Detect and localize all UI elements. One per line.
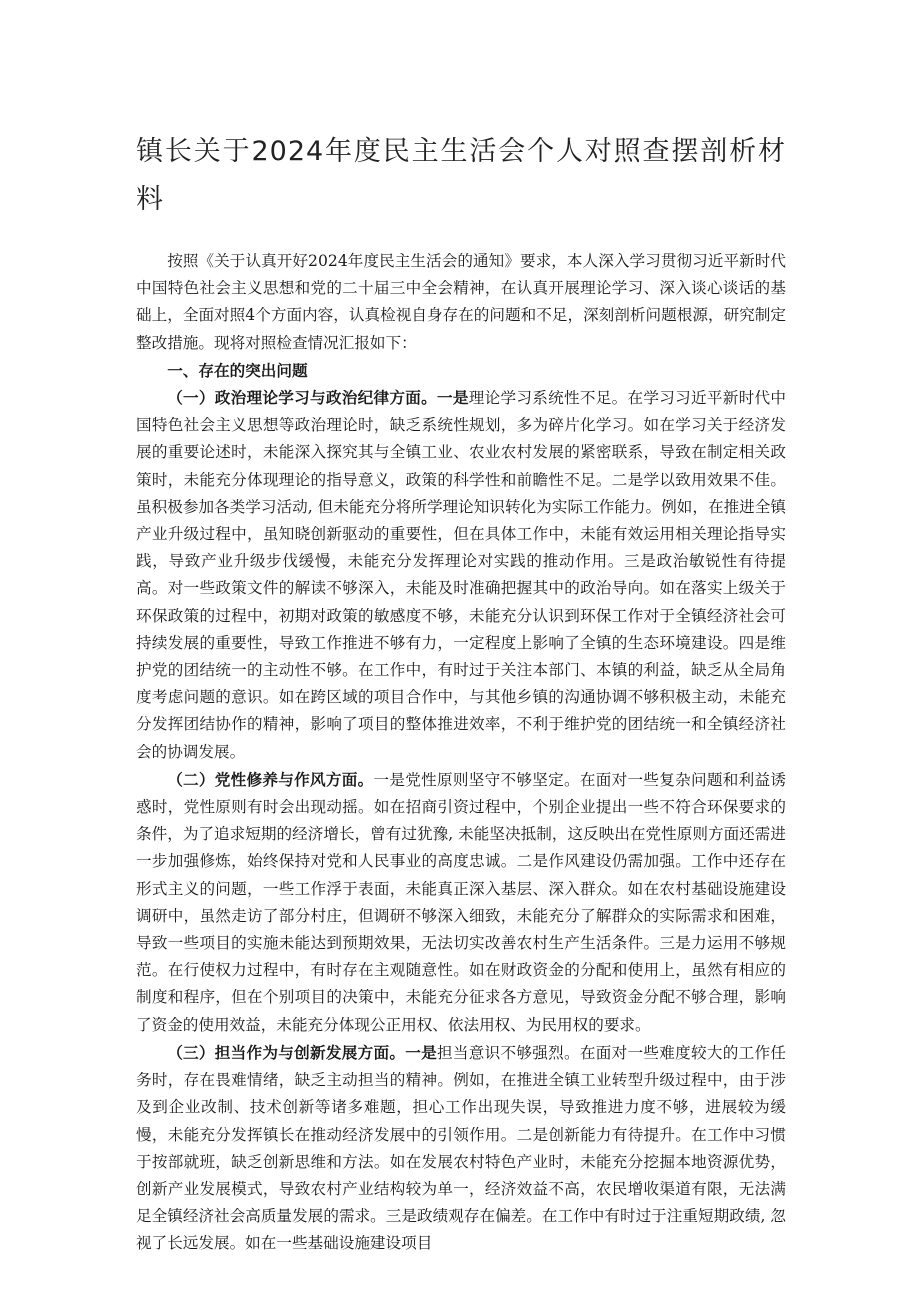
- subheading-2: （二）党性修养与作风方面。: [167, 769, 374, 789]
- intro-paragraph: 按照《关于认真开好2024年度民主生活会的通知》要求，本人深入学习贯彻习近平新时代中国特色社会主义思想和党的二十届三中全会精神，在认真开展理论学习、深入谈心谈话的基础上，全面对照4个方面内容，认真检视自身存在的问题和不足，深刻剖析问题根源，研究制定整改措施。现将对照检查情况汇报如下：: [136, 252, 786, 352]
- document-title: 镇长关于2024年度民主生活会个人对照查摆剖析材料: [136, 136, 786, 215]
- paragraph-2: [136, 766, 786, 1039]
- subheading-1: （一）政治理论学习与政治纪律方面。一是: [167, 388, 469, 408]
- paragraph-3-body: 担当意识不够强烈。在面对一些难度较大的工作任务时，存在畏难情绪，缺乏主动担当的精神。例如，在推进全镇工业转型升级过程中，由于涉及到企业改制、技术创新等诸多难题，担心工作出现失误，导致推进力度不够，进展较为缓慢，未能充分发挥镇长在推动经济发展中的引领作用。二是创新能力有待提升。在工作中习惯于按部就班，缺乏创新思维和方法。如在发展农村特色产业时，未能充分挖掘本地资源优势，创新产业发展模式，导致农村产业结构较为单一，经济效益不高，农民增收渠道有限，无法满足全镇经济社会高质量发展的需求。三是政绩观存在偏差。在工作中有时过于注重短期政绩, 忽视了长远发展。如在一些基础设施建设项目: [136, 1043, 786, 1253]
- paragraph-2-body: 一是党性原则坚守不够坚定。在面对一些复杂问题和利益诱惑时，党性原则有时会出现动摇。如在招商引资过程中，个别企业提出一些不符合环保要求的条件，为了追求短期的经济增长，曾有过犹豫, 未能坚决抵制，这反映出在党性原则方面还需进一步加强修炼，始终保持对党和人民事业的高度忠诚。二是作风建设仍需加强。工作中还存在形式主义的问题，一些工作浮于表面，未能真正深入基层、深入群众。如在农村基础设施建设调研中，虽然走访了部分村庄，但调研不够深入细致，未能充分了解群众的实际需求和困难，导致一些项目的实施未能达到预期效果，无法切实改善农村生产生活条件。三是力运用不够规范。在行使权力过程中，有时存在主观随意性。如在财政资金的分配和使用上，虽然有相应的制度和程序，但在个别项目的决策中，未能充分征求各方意见，导致资金分配不够合理，影响了资金的使用效益，未能充分体现公正用权、依法用权、为民用权的要求。: [136, 770, 786, 1034]
- paragraph-3: [136, 1039, 786, 1258]
- section-heading: 一、存在的突出问题: [167, 360, 308, 380]
- subheading-3: （三）担当作为与创新发展方面。一是: [167, 1042, 438, 1062]
- paragraph-1: [136, 384, 786, 766]
- paragraph-1-body: 理论学习系统性不足。在学习习近平新时代中国特色社会主义思想等政治理论时，缺乏系统性规划，多为碎片化学习。如在学习关于经济发展的重要论述时，未能深入探究其与全镇工业、农业农村发展的紧密联系，导致在制定相关政策时，未能充分体现理论的指导意义，政策的科学性和前瞻性不足。二是学以致用效果不佳。虽积极参加各类学习活动, 但未能充分将所学理论知识转化为实际工作能力。例如，在推进全镇产业升级过程中，虽知晓创新驱动的重要性，但在具体工作中，未能有效运用相关理论指导实践，导致产业升级步伐缓慢，未能充分发挥理论对实践的推动作用。三是政治敏锐性有待提高。对一些政策文件的解读不够深入，未能及时准确把握其中的政治导向。如在落实上级关于环保政策的过程中，初期对政策的敏感度不够，未能充分认识到环保工作对于全镇经济社会可持续发展的重要性，导致工作推进不够有力，一定程度上影响了全镇的生态环境建设。四是维护党的团结统一的主动性不够。在工作中，有时过于关注本部门、本镇的利益，缺乏从全局角度考虑问题的意识。如在跨区域的项目合作中，与其他乡镇的沟通协调不够积极主动，未能充分发挥团结协作的精神，影响了项目的整体推进效率，不利于维护党的团结统一和全镇经济社会的协调发展。: [136, 389, 786, 761]
- document-page: [136, 128, 786, 1258]
